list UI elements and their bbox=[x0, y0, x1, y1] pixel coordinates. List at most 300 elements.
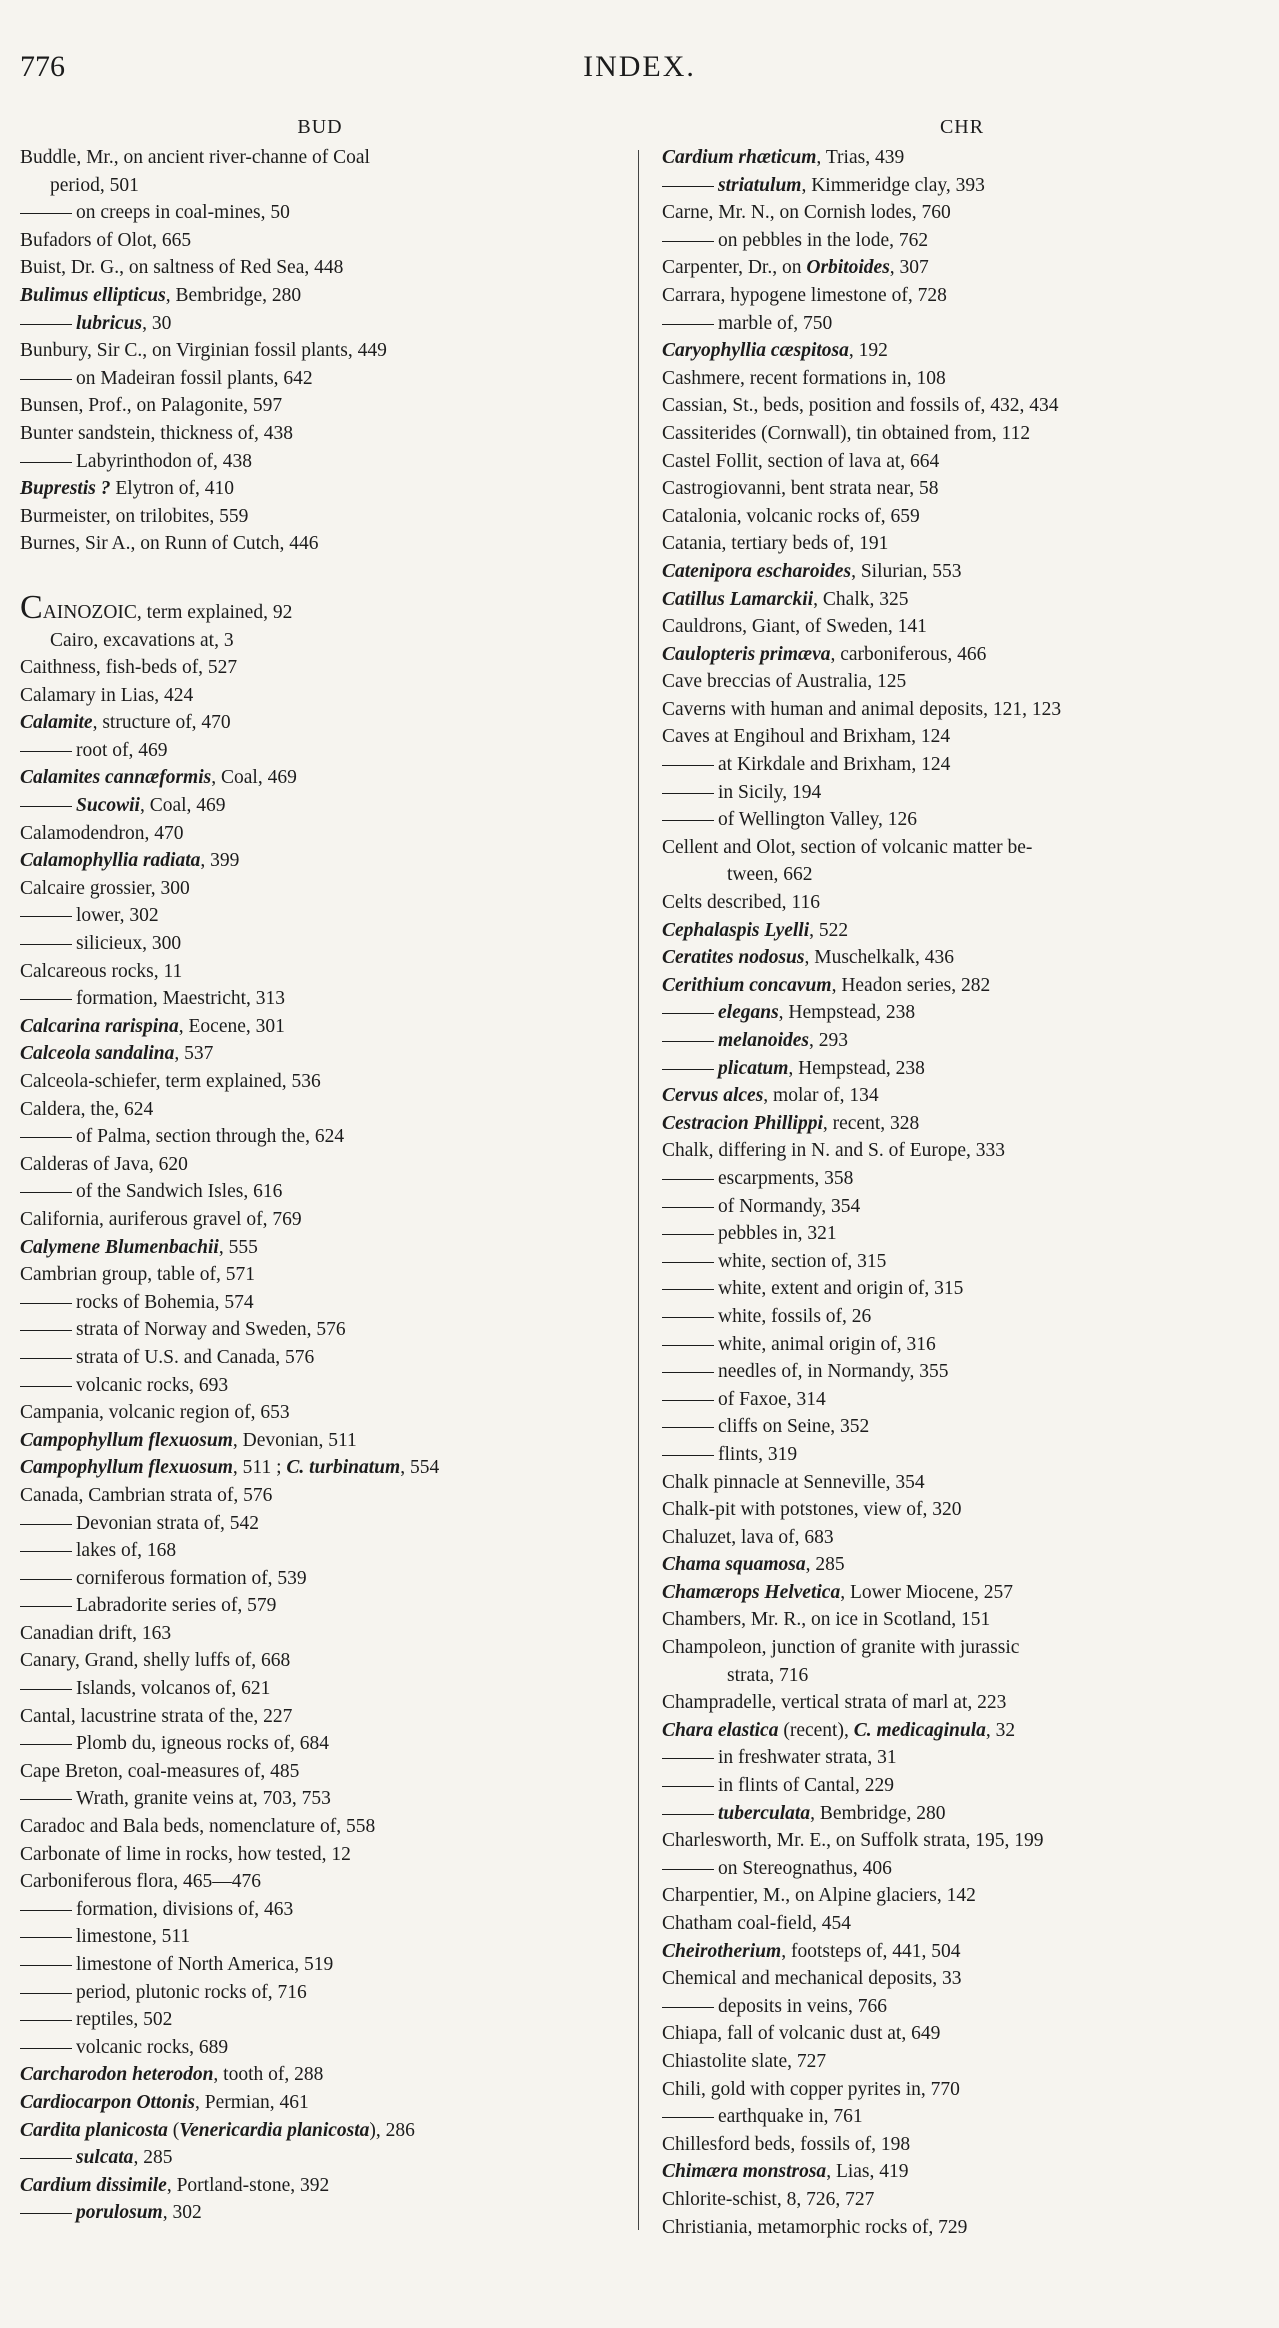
entry-text: Burmeister, on trilobites, 559 bbox=[20, 505, 249, 527]
entry-text: volcanic rocks, 693 bbox=[76, 1374, 229, 1396]
entry-text: white, fossils of, 26 bbox=[718, 1305, 872, 1327]
taxon-name: porulosum bbox=[76, 2202, 163, 2224]
entry-text: needles of, in Normandy, 355 bbox=[718, 1361, 949, 1383]
index-entry bbox=[662, 1744, 1262, 1772]
taxon-name: Catillus Lamarckii bbox=[662, 588, 814, 610]
entry-text: Wrath, granite veins at, 703, 753 bbox=[76, 1788, 331, 1810]
entry-text: , 555 bbox=[218, 1236, 258, 1258]
ditto-dash bbox=[662, 1814, 714, 1815]
index-entry bbox=[662, 530, 1262, 558]
entry-text: limestone, 511 bbox=[76, 1926, 191, 1948]
entry-text: Charpentier, M., on Alpine glaciers, 142 bbox=[662, 1885, 976, 1907]
entry-text: , Coal, 469 bbox=[211, 767, 297, 789]
index-entry bbox=[20, 282, 620, 310]
index-entry bbox=[20, 1427, 620, 1455]
index-entry bbox=[20, 1040, 620, 1068]
entry-text: , tooth of, 288 bbox=[213, 2064, 324, 2086]
index-entry bbox=[662, 1965, 1262, 1993]
entry-text: AINOZOIC, term explained, 92 bbox=[42, 601, 293, 623]
taxon-name: C. turbinatum bbox=[286, 1457, 401, 1479]
index-entry bbox=[20, 172, 620, 200]
ditto-dash bbox=[20, 1386, 72, 1387]
index-entry bbox=[662, 1303, 1262, 1331]
entry-text: Charlesworth, Mr. E., on Suffolk strata, 195, 199 bbox=[662, 1830, 1044, 1852]
ditto-dash bbox=[662, 1427, 714, 1428]
entry-text: white, extent and origin of, 315 bbox=[718, 1278, 964, 1300]
index-entry bbox=[20, 1813, 620, 1841]
ditto-dash bbox=[20, 916, 72, 917]
entry-text: Chambers, Mr. R., on ice in Scotland, 151 bbox=[662, 1609, 991, 1631]
index-entry bbox=[662, 668, 1262, 696]
entry-text: Cauldrons, Giant, of Sweden, 141 bbox=[662, 616, 927, 638]
entry-text: Chemical and mechanical deposits, 33 bbox=[662, 1968, 962, 1990]
index-entry bbox=[662, 1275, 1262, 1303]
index-entry bbox=[20, 1096, 620, 1124]
index-entry bbox=[662, 889, 1262, 917]
index-entry bbox=[20, 475, 620, 503]
entry-text: strata of U.S. and Canada, 576 bbox=[76, 1346, 315, 1368]
right-column bbox=[662, 110, 1262, 2241]
entry-text: Calamary in Lias, 424 bbox=[20, 684, 194, 706]
entry-text: , 302 bbox=[162, 2202, 202, 2224]
taxon-name: Cheirotherium bbox=[662, 1940, 782, 1962]
entry-text: Chlorite-schist, 8, 726, 727 bbox=[662, 2188, 875, 2210]
entry-text: Devonian strata of, 542 bbox=[76, 1512, 260, 1534]
index-entry bbox=[20, 1399, 620, 1427]
ditto-dash bbox=[662, 1455, 714, 1456]
taxon-name: Venericardia planicosta bbox=[179, 2119, 370, 2141]
entry-text: , recent, 328 bbox=[822, 1112, 920, 1134]
entry-text: , Lias, 419 bbox=[826, 2161, 909, 2183]
index-entry bbox=[662, 972, 1262, 1000]
index-entry bbox=[662, 1882, 1262, 1910]
index-entry bbox=[662, 1496, 1262, 1524]
ditto-dash bbox=[20, 1606, 72, 1607]
ditto-dash bbox=[662, 1234, 714, 1235]
entry-text: , structure of, 470 bbox=[92, 712, 231, 734]
entry-text: Chatham coal-field, 454 bbox=[662, 1913, 851, 1934]
index-entry bbox=[662, 1386, 1262, 1414]
entry-text: , 285 bbox=[805, 1554, 845, 1576]
entry-text: , Hempstead, 238 bbox=[788, 1057, 925, 1079]
entry-text: Burnes, Sir A., on Runn of Cutch, 446 bbox=[20, 533, 319, 555]
entry-text: , 537 bbox=[174, 1043, 214, 1065]
ditto-dash bbox=[662, 1400, 714, 1401]
taxon-name: Caryophyllia cæspitosa bbox=[662, 340, 849, 362]
right-column-heading: CHR bbox=[939, 116, 985, 138]
index-entry bbox=[20, 1923, 620, 1951]
index-entry bbox=[662, 723, 1262, 751]
entry-text: Chiapa, fall of volcanic dust at, 649 bbox=[662, 2023, 941, 2045]
index-entry bbox=[662, 1606, 1262, 1634]
index-entry bbox=[662, 1055, 1262, 1083]
taxon-name: Ceratites nodosus bbox=[662, 947, 805, 969]
entry-text: , 285 bbox=[133, 2147, 173, 2169]
index-entry bbox=[662, 1993, 1262, 2021]
index-entry bbox=[662, 1800, 1262, 1828]
ditto-dash bbox=[20, 1689, 72, 1690]
ditto-dash bbox=[20, 2020, 72, 2021]
entry-text: root of, 469 bbox=[76, 739, 168, 761]
taxon-name: tuberculata bbox=[718, 1802, 811, 1824]
index-entry bbox=[20, 1565, 620, 1593]
taxon-name: Campophyllum flexuosum bbox=[20, 1429, 233, 1451]
entry-text: , 522 bbox=[809, 919, 849, 941]
entry-text: , Headon series, 282 bbox=[831, 974, 991, 996]
index-entry bbox=[662, 1358, 1262, 1386]
taxon-name: Cestracion Phillippi bbox=[662, 1112, 823, 1134]
index-entry bbox=[20, 654, 620, 682]
index-entry bbox=[20, 310, 620, 338]
taxon-name: Calymene Blumenbachii bbox=[20, 1236, 219, 1258]
taxon-name: Chamærops Helvetica bbox=[662, 1581, 841, 1603]
taxon-name: Cardium rhæticum bbox=[662, 147, 817, 168]
index-entry bbox=[20, 1841, 620, 1869]
left-column bbox=[20, 110, 620, 2227]
index-entry bbox=[662, 1827, 1262, 1855]
index-entry bbox=[20, 682, 620, 710]
entry-text: Christiania, metamorphic rocks of, 729 bbox=[662, 2216, 968, 2238]
entry-text: Calceola-schiefer, term explained, 536 bbox=[20, 1071, 321, 1092]
entry-text: Champradelle, vertical strata of marl at, 223 bbox=[662, 1692, 1007, 1714]
entry-text: cliffs on Seine, 352 bbox=[718, 1416, 870, 1438]
index-entry bbox=[20, 1316, 620, 1344]
ditto-dash bbox=[20, 213, 72, 214]
index-entry bbox=[20, 448, 620, 476]
ditto-dash bbox=[20, 1799, 72, 1800]
entry-text: ( bbox=[167, 2119, 180, 2141]
index-entry bbox=[20, 1178, 620, 1206]
index-entry bbox=[20, 1703, 620, 1731]
entry-text: Carpenter, Dr., on bbox=[662, 257, 807, 279]
index-entry bbox=[662, 586, 1262, 614]
index-entry bbox=[20, 737, 620, 765]
index-entry bbox=[20, 1234, 620, 1262]
entry-text: , 192 bbox=[848, 340, 888, 362]
entry-text: Elytron of, 410 bbox=[110, 478, 234, 500]
index-entry bbox=[662, 254, 1262, 282]
entry-text: , 511 ; bbox=[232, 1457, 287, 1479]
taxon-name: Bulimus ellipticus bbox=[20, 284, 166, 306]
entry-text: Caradoc and Bala beds, nomenclature of, 558 bbox=[20, 1816, 376, 1838]
entry-text: Castel Follit, section of lava at, 664 bbox=[662, 450, 940, 472]
index-entry bbox=[20, 1151, 620, 1179]
ditto-dash bbox=[662, 793, 714, 794]
index-entry bbox=[662, 2131, 1262, 2159]
ditto-dash bbox=[20, 1192, 72, 1193]
index-entry bbox=[662, 999, 1262, 1027]
index-entry bbox=[662, 172, 1262, 200]
entry-text: limestone of North America, 519 bbox=[76, 1954, 334, 1975]
entry-text: Cantal, lacustrine strata of the, 227 bbox=[20, 1705, 293, 1727]
index-entry bbox=[20, 1592, 620, 1620]
index-entry bbox=[20, 1482, 620, 1510]
taxon-name: Carcharodon heterodon bbox=[20, 2064, 214, 2086]
index-entry bbox=[20, 902, 620, 930]
ditto-dash bbox=[20, 2048, 72, 2049]
ditto-dash bbox=[662, 1289, 714, 1290]
index-entry bbox=[20, 254, 620, 282]
taxon-name: Cardiocarpon Ottonis bbox=[20, 2091, 195, 2113]
entry-text: Chili, gold with copper pyrites in, 770 bbox=[662, 2078, 960, 2100]
entry-text: , Hempstead, 238 bbox=[778, 1002, 916, 1024]
index-entry bbox=[20, 1372, 620, 1400]
index-entry bbox=[662, 337, 1262, 365]
entry-text: Carbonate of lime in rocks, how tested, 12 bbox=[20, 1843, 351, 1865]
entry-text: white, section of, 315 bbox=[718, 1250, 887, 1272]
index-entry bbox=[662, 2158, 1262, 2186]
index-entry bbox=[662, 2048, 1262, 2076]
index-entry bbox=[662, 1413, 1262, 1441]
ditto-dash bbox=[662, 1317, 714, 1318]
entry-text: California, auriferous gravel of, 769 bbox=[20, 1208, 302, 1230]
index-entry bbox=[20, 1730, 620, 1758]
index-entry bbox=[662, 558, 1262, 586]
left-column-heading: BUD bbox=[297, 116, 343, 138]
ditto-dash bbox=[20, 1579, 72, 1580]
index-entry bbox=[20, 2199, 620, 2227]
ditto-dash bbox=[662, 1345, 714, 1346]
entry-text: Castrogiovanni, bent strata near, 58 bbox=[662, 478, 939, 500]
entry-text: , Permian, 461 bbox=[195, 2091, 309, 2113]
entry-text: Bunter sandstein, thickness of, 438 bbox=[20, 422, 293, 444]
taxon-name: Calceola sandalina bbox=[20, 1043, 175, 1065]
entry-text: Chalk, differing in N. and S. of Europe, 333 bbox=[662, 1140, 1006, 1162]
taxon-name: Cephalaspis Lyelli bbox=[662, 919, 810, 941]
index-entry bbox=[20, 1785, 620, 1813]
entry-text: Canada, Cambrian strata of, 576 bbox=[20, 1484, 273, 1506]
index-entry bbox=[662, 613, 1262, 641]
index-entry bbox=[20, 2117, 620, 2145]
index-entry bbox=[662, 944, 1262, 972]
page-number: 776 bbox=[20, 50, 65, 83]
taxon-name: C. medicaginula bbox=[853, 1719, 986, 1741]
entry-text: Canadian drift, 163 bbox=[20, 1622, 172, 1644]
ditto-dash bbox=[20, 1551, 72, 1552]
entry-text: , Bembridge, 280 bbox=[810, 1802, 946, 1824]
index-entry bbox=[20, 503, 620, 531]
entry-text: lakes of, 168 bbox=[76, 1540, 177, 1562]
index-entry bbox=[662, 1524, 1262, 1552]
taxon-name: plicatum bbox=[718, 1057, 789, 1079]
index-entry bbox=[662, 779, 1262, 807]
ditto-dash bbox=[20, 1303, 72, 1304]
entry-text: Chalk pinnacle at Senneville, 354 bbox=[662, 1471, 925, 1493]
entry-text: Chillesford beds, fossils of, 198 bbox=[662, 2133, 911, 2155]
entry-text: Cave breccias of Australia, 125 bbox=[662, 671, 907, 693]
entry-text: , footsteps of, 441, 504 bbox=[781, 1940, 961, 1962]
entry-text: formation, Maestricht, 313 bbox=[76, 988, 286, 1010]
taxon-name: Cerithium concavum bbox=[662, 974, 832, 996]
ditto-dash bbox=[20, 1358, 72, 1359]
entry-text: earthquake in, 761 bbox=[718, 2106, 863, 2128]
index-entry bbox=[20, 627, 620, 655]
entry-text: , Silurian, 553 bbox=[851, 560, 962, 582]
entry-text: silicieux, 300 bbox=[76, 933, 182, 955]
index-entry bbox=[20, 420, 620, 448]
column-divider bbox=[638, 150, 639, 2230]
index-entry bbox=[662, 365, 1262, 393]
entry-text: Champoleon, junction of granite with jurassic bbox=[662, 1637, 1020, 1659]
index-entry bbox=[662, 1082, 1262, 1110]
index-entry bbox=[662, 1027, 1262, 1055]
entry-text: Chiastolite slate, 727 bbox=[662, 2050, 827, 2072]
entry-text: , Coal, 469 bbox=[139, 795, 226, 817]
index-entry bbox=[20, 1896, 620, 1924]
entry-text: Islands, volcanos of, 621 bbox=[76, 1678, 271, 1700]
taxon-name: melanoides bbox=[718, 1030, 809, 1051]
index-entry bbox=[20, 2089, 620, 2117]
entry-text: , 554 bbox=[400, 1457, 440, 1479]
ditto-dash bbox=[662, 1262, 714, 1263]
ditto-dash bbox=[662, 241, 714, 242]
entry-text: Carboniferous flora, 465—476 bbox=[20, 1871, 261, 1893]
entry-text: Chalk-pit with potstones, view of, 320 bbox=[662, 1499, 962, 1521]
entry-text: Caldera, the, 624 bbox=[20, 1098, 154, 1120]
entry-text: , Eocene, 301 bbox=[178, 1015, 285, 1037]
entry-text: , Trias, 439 bbox=[816, 147, 905, 168]
ditto-dash bbox=[20, 462, 72, 463]
ditto-dash bbox=[662, 765, 714, 766]
taxon-name: Chimæra monstrosa bbox=[662, 2161, 827, 2183]
index-entry bbox=[20, 1951, 620, 1979]
index-entry bbox=[662, 227, 1262, 255]
index-entry bbox=[20, 2061, 620, 2089]
entry-text: Catalonia, volcanic rocks of, 659 bbox=[662, 505, 920, 527]
index-entry bbox=[20, 227, 620, 255]
entry-text: Cambrian group, table of, 571 bbox=[20, 1264, 256, 1286]
taxon-name: Caulopteris primæva bbox=[662, 643, 831, 665]
index-entry bbox=[20, 2144, 620, 2172]
ditto-dash bbox=[20, 944, 72, 945]
index-entry bbox=[662, 1248, 1262, 1276]
index-entry bbox=[662, 641, 1262, 669]
index-entry bbox=[662, 2076, 1262, 2104]
entry-text: , Chalk, 325 bbox=[813, 588, 909, 610]
index-entry bbox=[20, 144, 620, 172]
index-entry bbox=[20, 1868, 620, 1896]
entry-text: Cape Breton, coal-measures of, 485 bbox=[20, 1760, 300, 1782]
index-entry bbox=[20, 847, 620, 875]
index-entry bbox=[662, 392, 1262, 420]
taxon-name: Buprestis ? bbox=[20, 478, 111, 500]
taxon-name: Catenipora escharoides bbox=[662, 560, 852, 582]
ditto-dash bbox=[20, 2158, 72, 2159]
index-entry bbox=[20, 1123, 620, 1151]
index-entry bbox=[20, 2172, 620, 2200]
index-entry bbox=[662, 1137, 1262, 1165]
entry-text: in freshwater strata, 31 bbox=[718, 1747, 897, 1769]
index-entry bbox=[20, 1261, 620, 1289]
index-entry bbox=[20, 792, 620, 820]
ditto-dash bbox=[662, 1869, 714, 1870]
entry-text: Catania, tertiary beds of, 191 bbox=[662, 533, 889, 555]
entry-text: reptiles, 502 bbox=[76, 2009, 173, 2031]
ditto-dash bbox=[662, 1041, 714, 1042]
index-entry bbox=[662, 448, 1262, 476]
entry-text: Bunbury, Sir C., on Virginian fossil plants, 449 bbox=[20, 340, 387, 362]
index-entry bbox=[20, 1758, 620, 1786]
entry-text: deposits in veins, 766 bbox=[718, 1995, 887, 2017]
index-entry bbox=[20, 985, 620, 1013]
ditto-dash bbox=[20, 1993, 72, 1994]
taxon-name: Cervus alces bbox=[662, 1085, 764, 1107]
entry-text: Campania, volcanic region of, 653 bbox=[20, 1402, 290, 1424]
index-entry bbox=[20, 930, 620, 958]
index-entry bbox=[662, 1441, 1262, 1469]
ditto-dash bbox=[662, 1758, 714, 1759]
index-entry bbox=[20, 2034, 620, 2062]
index-entry bbox=[662, 1579, 1262, 1607]
index-entry bbox=[662, 1855, 1262, 1883]
ditto-dash bbox=[20, 1910, 72, 1911]
entry-text: Calcareous rocks, 11 bbox=[20, 960, 183, 982]
entry-text: of Palma, section through the, 624 bbox=[76, 1126, 345, 1148]
index-entry bbox=[662, 1220, 1262, 1248]
index-entry bbox=[662, 420, 1262, 448]
index-entry bbox=[662, 2186, 1262, 2214]
index-entry bbox=[662, 503, 1262, 531]
entry-text: Bufadors of Olot, 665 bbox=[20, 229, 192, 251]
index-entry bbox=[662, 144, 1262, 172]
index-entry bbox=[662, 861, 1262, 889]
entry-text: corniferous formation of, 539 bbox=[76, 1567, 307, 1589]
ditto-dash bbox=[20, 1524, 72, 1525]
entry-text: strata, 716 bbox=[727, 1664, 809, 1686]
index-entry bbox=[20, 764, 620, 792]
index-entry bbox=[662, 1165, 1262, 1193]
entry-text: Cellent and Olot, section of volcanic matter be- bbox=[662, 836, 1033, 858]
entry-text: ), 286 bbox=[369, 2119, 415, 2141]
index-entry bbox=[20, 337, 620, 365]
ditto-dash bbox=[20, 1330, 72, 1331]
taxon-name: Calcarina rarispina bbox=[20, 1015, 179, 1037]
section-gap bbox=[20, 558, 620, 594]
taxon-name: Calamophyllia radiata bbox=[20, 850, 201, 872]
entry-text: , Devonian, 511 bbox=[232, 1429, 357, 1451]
ditto-dash bbox=[20, 1937, 72, 1938]
entry-text: Canary, Grand, shelly luffs of, 668 bbox=[20, 1650, 291, 1672]
ditto-dash bbox=[20, 2213, 72, 2214]
index-entry bbox=[20, 1206, 620, 1234]
ditto-dash bbox=[662, 324, 714, 325]
taxon-name: Sucowii bbox=[76, 795, 140, 817]
ditto-dash bbox=[662, 1372, 714, 1373]
taxon-name: elegans bbox=[718, 1002, 779, 1024]
ditto-dash bbox=[20, 1744, 72, 1745]
entry-text: Cassiterides (Cornwall), tin obtained from, 112 bbox=[662, 422, 1031, 444]
entry-text: of Wellington Valley, 126 bbox=[718, 809, 918, 831]
index-entry bbox=[20, 199, 620, 227]
entry-text: , Muschelkalk, 436 bbox=[804, 947, 954, 969]
entry-text: on Stereognathus, 406 bbox=[718, 1857, 892, 1879]
entry-text: on creeps in coal-mines, 50 bbox=[76, 202, 290, 224]
index-entry bbox=[20, 1620, 620, 1648]
index-entry bbox=[662, 1331, 1262, 1359]
index-entry bbox=[662, 1634, 1262, 1662]
entry-text: Bunsen, Prof., on Palagonite, 597 bbox=[20, 395, 283, 417]
entry-text: escarpments, 358 bbox=[718, 1167, 854, 1189]
ditto-dash bbox=[662, 1013, 714, 1014]
ditto-dash bbox=[20, 1137, 72, 1138]
index-entry bbox=[20, 365, 620, 393]
taxon-name: sulcata bbox=[76, 2147, 134, 2169]
left-entry-list bbox=[20, 144, 620, 2227]
entry-text: , carboniferous, 466 bbox=[830, 643, 987, 665]
ditto-dash bbox=[20, 324, 72, 325]
index-entry bbox=[20, 1537, 620, 1565]
entry-text: , 30 bbox=[142, 312, 172, 334]
